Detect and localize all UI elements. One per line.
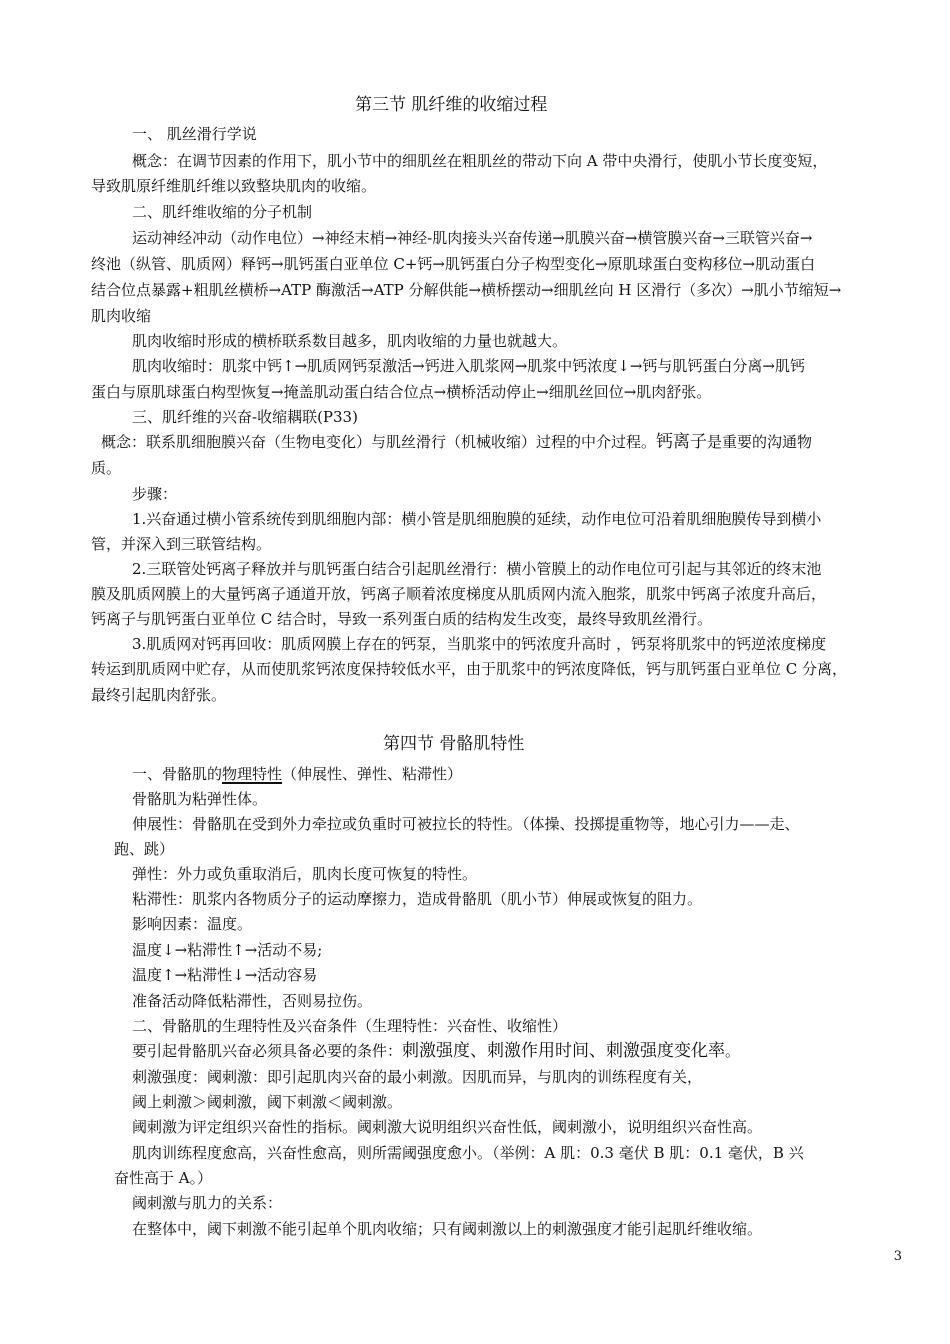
paragraph-line: 阈上刺激＞阈刺激，阈下刺激＜阈刺激。: [132, 1093, 403, 1111]
paragraph-line: 奋性高于 A。）: [114, 1169, 213, 1187]
paragraph-line: 肌肉收缩: [91, 307, 152, 325]
heading-sliding-theory: 一、 肌丝滑行学说: [132, 125, 257, 143]
paragraph-line: 概念：在调节因素的作用下，肌小节中的细肌丝在粗肌丝的带动下向 A 带中央滑行，使肌小节长度变短，: [132, 152, 828, 170]
emphasis-conditions: 刺激强度、刺激作用时间、刺激强度变化率: [402, 1041, 726, 1061]
paragraph-line: 概念：联系肌细胞膜兴奋（生物电变化）与肌丝滑行（机械收缩）过程的中介过程。钙离子是重要的沟通物: [101, 432, 813, 452]
paragraph-line: 钙离子与肌钙蛋白亚单位 C 结合时，导致一系列蛋白质的结构发生改变，最终导致肌丝滑行。: [91, 610, 713, 628]
heading-physical-properties: 一、骨骼肌的物理特性（伸展性、弹性、粘滞性）: [132, 765, 463, 783]
paragraph-line: 膜及肌质网膜上的大量钙离子通道开放，钙离子顺着浓度梯度从肌质网内流入胞浆，肌浆中钙离子浓度升高后，: [91, 585, 827, 603]
paragraph-line: 导致肌原纤维肌纤维以致整块肌肉的收缩。: [91, 177, 377, 195]
paragraph-line: 最终引起肌肉舒张。: [91, 686, 227, 704]
heading-ec-coupling: 三、肌纤维的兴奋-收缩耦联(P33): [132, 408, 358, 426]
paragraph-line: 肌肉收缩时：肌浆中钙↑→肌质网钙泵激活→钙进入肌浆网→肌浆中钙浓度↓→钙与肌钙蛋白分离→肌钙: [132, 357, 805, 375]
paragraph-line: 阈刺激为评定组织兴奋性的指标。阈刺激大说明组织兴奋性低，阈刺激小，说明组织兴奋性高。: [132, 1118, 763, 1136]
paragraph-line: 3.肌质网对钙再回收：肌质网膜上存在的钙泵，当肌浆中的钙浓度升高时 ，钙泵将肌浆中的钙逆浓度梯度: [132, 635, 827, 653]
paragraph-line: 要引起骨骼肌兴奋必须具备必要的条件：刺激强度、刺激作用时间、刺激强度变化率。: [132, 1041, 741, 1061]
paragraph-line: 骨骼肌为粘弹性体。: [132, 790, 268, 808]
heading-physiological-properties: 二、骨骼肌的生理特性及兴奋条件（生理特性：兴奋性、收缩性）: [132, 1017, 568, 1035]
paragraph-line: 2.三联管处钙离子释放并与肌钙蛋白结合引起肌丝滑行：横小管膜上的动作电位可引起与其邻近的终末池: [132, 560, 822, 578]
paragraph-line: 质。: [91, 459, 122, 477]
section-3-title: 第三节 肌纤维的收缩过程: [355, 95, 548, 115]
paragraph-line: 结合位点暴露+粗肌丝横桥→ATP 酶激活→ATP 分解供能→横桥摆动→细肌丝向 H 区滑行（多次）→肌小节缩短→: [91, 281, 842, 299]
paragraph-line: 阈刺激与肌力的关系：: [132, 1194, 283, 1212]
paragraph-line: 肌肉训练程度愈高，兴奋性愈高，则所需阈强度愈小。（举例：A 肌：0.3 毫伏 B 肌：0.1 毫伏，B 兴: [132, 1144, 804, 1162]
paragraph-line: 管，并深入到三联管结构。: [91, 535, 272, 553]
steps-label: 步骤：: [132, 485, 178, 503]
paragraph-line: 伸展性：骨骼肌在受到外力牵拉或负重时可被拉长的特性。（体操、投掷提重物等，地心引力——走、: [132, 815, 800, 833]
paragraph-line: 跑、跳）: [114, 840, 175, 858]
page-number: 3: [893, 1249, 902, 1264]
paragraph-line: 准备活动降低粘滞性，否则易拉伤。: [132, 992, 373, 1010]
section-4-title: 第四节 骨骼肌特性: [383, 734, 525, 754]
paragraph-line: 影响因素：温度。: [132, 915, 253, 933]
paragraph-line: 在整体中，阈下刺激不能引起单个肌肉收缩；只有阈刺激以上的刺激强度才能引起肌纤维收缩。: [132, 1220, 763, 1238]
heading-molecular-mechanism: 二、肌纤维收缩的分子机制: [132, 203, 313, 221]
paragraph-line: 粘滞性：肌浆内各物质分子的运动摩擦力，造成骨骼肌（肌小节）伸展或恢复的阻力。: [132, 890, 703, 908]
paragraph-line: 蛋白与原肌球蛋白构型恢复→掩盖肌动蛋白结合位点→横桥活动停止→细肌丝回位→肌肉舒张。: [91, 383, 712, 401]
paragraph-line: 转运到肌质网中贮存，从而使肌浆钙浓度保持较低水平，由于肌浆中的钙浓度降低，钙与肌钙蛋白亚单位 C 分离，: [91, 660, 848, 678]
paragraph-line: 弹性：外力或负重取消后，肌肉长度可恢复的特性。: [132, 865, 478, 883]
paragraph-line: 温度↑→粘滞性↓→活动容易: [132, 966, 318, 984]
paragraph-line: 运动神经冲动（动作电位）→神经末梢→神经-肌肉接头兴奋传递→肌膜兴奋→横管膜兴奋→三联管兴奋→: [132, 229, 813, 247]
underlined-term: 物理特性: [222, 765, 283, 783]
paragraph-line: 终池（纵管、肌质网）释钙→肌钙蛋白亚单位 C+钙→肌钙蛋白分子构型变化→原肌球蛋白变构移位→肌动蛋白: [91, 255, 816, 273]
emphasis-calcium: 钙离子: [656, 432, 708, 452]
paragraph-line: 肌肉收缩时形成的横桥联系数目越多，肌肉收缩的力量也就越大。: [132, 332, 568, 350]
paragraph-line: 1.兴奋通过横小管系统传到肌细胞内部：横小管是肌细胞膜的延续，动作电位可沿着肌细胞膜传导到横小: [132, 510, 822, 528]
paragraph-line: 刺激强度：阈刺激：即引起肌肉兴奋的最小刺激。因肌而异，与肌肉的训练程度有关，: [132, 1068, 703, 1086]
paragraph-line: 温度↓→粘滞性↑→活动不易;: [132, 941, 323, 959]
